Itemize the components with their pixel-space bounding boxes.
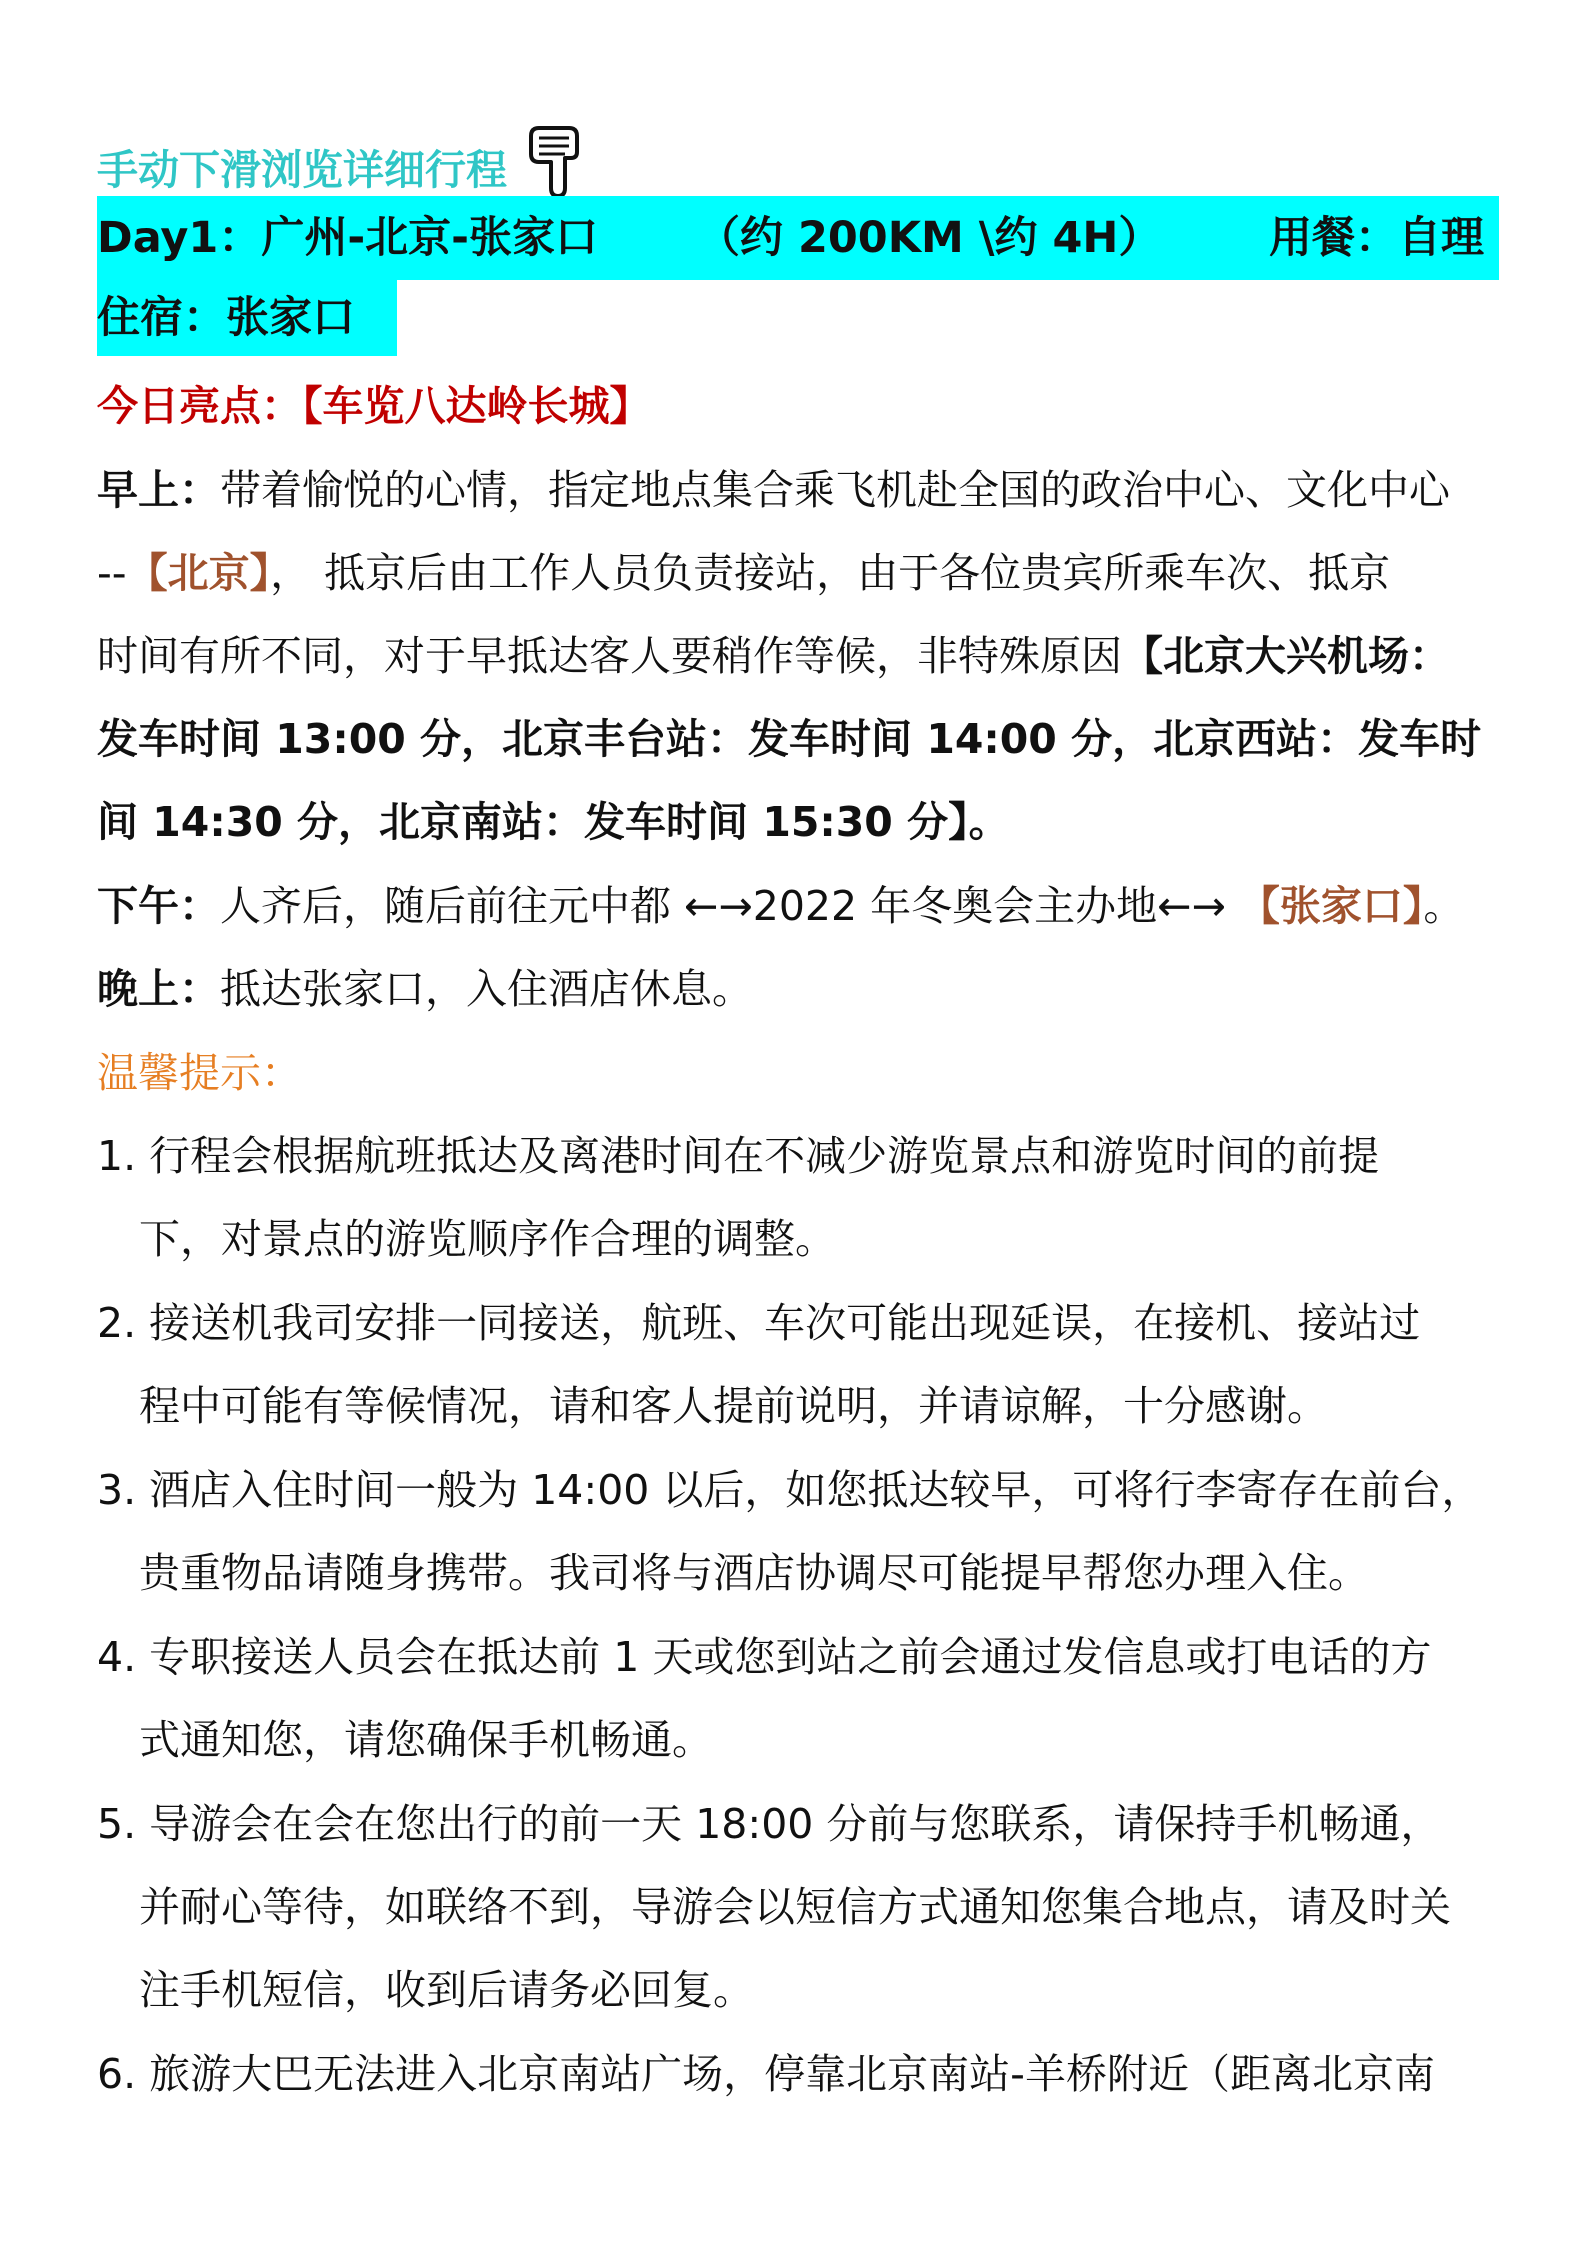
tip-item-6-line-1	[97, 2033, 1435, 2116]
tips-title: 温馨提示：	[97, 1049, 302, 1097]
afternoon-label: 下午：	[97, 882, 220, 930]
day1-header-bar	[97, 196, 1499, 280]
morning-city: 【北京】	[126, 549, 271, 597]
day1-lodging: 住宿：张家口	[97, 280, 397, 356]
tip-text: 行程会根据航班抵达及离港时间在不减少游览景点和游览时间的前提	[149, 1132, 1380, 1180]
morning-line-3	[97, 615, 1450, 698]
evening-label: 晚上：	[97, 965, 220, 1013]
tip-number: 4.	[97, 1633, 137, 1681]
pointing-down-hand-icon	[525, 122, 591, 200]
afternoon-text: 人齐后，随后前往元中都 ←→2022 年冬奥会主办地←→	[220, 882, 1239, 930]
day1-meal: 用餐：自理	[1269, 213, 1484, 263]
morning-text-1: 带着愉悦的心情，指定地点集合乘飞机赴全国的政治中心、文化中心	[220, 466, 1450, 514]
morning-label: 早上：	[97, 466, 220, 514]
tip-item-1-line-2: 下，对景点的游览顺序作合理的调整。	[139, 1215, 836, 1263]
tip-text: 导游会在会在您出行的前一天 18:00 分前与您联系，请保持手机畅通，	[149, 1800, 1442, 1848]
tip-number: 2.	[97, 1299, 137, 1347]
day1-title: Day1：广州-北京-张家口	[97, 213, 599, 263]
tip-text: 酒店入住时间一般为 14:00 以后，如您抵达较早，可将行李寄存在前台，	[149, 1466, 1483, 1514]
morning-text-3: 时间有所不同，对于早抵达客人要稍作等候，非特殊原因	[97, 632, 1122, 680]
tip-text: 接送机我司安排一同接送，航班、车次可能出现延误，在接机、接站过	[149, 1299, 1421, 1347]
morning-line-5: 间 14:30 分，北京南站：发车时间 15:30 分】。	[97, 798, 1010, 846]
highlight-line	[97, 365, 651, 448]
tip-item-5-line-2: 并耐心等待，如联络不到，导游会以短信方式通知您集合地点，请及时关	[139, 1883, 1451, 1931]
morning-line-2	[97, 532, 1390, 615]
tip-number: 6.	[97, 2050, 137, 2098]
day1-distance: （约 200KM \约 4H）	[697, 213, 1162, 263]
tip-number: 3.	[97, 1466, 137, 1514]
tip-item-5-line-3: 注手机短信，收到后请务必回复。	[139, 1966, 754, 2014]
scroll-hint	[97, 110, 591, 200]
morning-line-4: 发车时间 13:00 分，北京丰台站：发车时间 14:00 分，北京西站：发车时	[97, 715, 1482, 763]
morning-line-1	[97, 449, 1450, 532]
morning-text-2: ， 抵京后由工作人员负责接站，由于各位贵宾所乘车次、抵京	[270, 549, 1391, 597]
evening-line	[97, 948, 753, 1031]
tip-text: 旅游大巴无法进入北京南站广场，停靠北京南站-羊桥附近（距离北京南	[149, 2050, 1435, 2098]
tip-item-5-line-1	[97, 1783, 1441, 1866]
highlight-value: 【车览八达岭长城】	[302, 382, 651, 430]
tip-item-4-line-2: 式通知您，请您确保手机畅通。	[139, 1716, 713, 1764]
scroll-hint-text: 手动下滑浏览详细行程	[97, 146, 507, 194]
tip-item-2-line-1	[97, 1282, 1420, 1365]
tip-item-1-line-1	[97, 1115, 1379, 1198]
afternoon-end: 。	[1423, 882, 1465, 930]
evening-text: 抵达张家口，入住酒店休息。	[220, 965, 753, 1013]
highlight-label: 今日亮点：	[97, 382, 302, 430]
tip-number: 1.	[97, 1132, 137, 1180]
afternoon-city: 【张家口】	[1238, 882, 1424, 930]
afternoon-line	[97, 865, 1464, 948]
tip-item-3-line-2: 贵重物品请随身携带。我司将与酒店协调尽可能提早帮您办理入住。	[139, 1549, 1369, 1597]
tip-number: 5.	[97, 1800, 137, 1848]
tip-text: 专职接送人员会在抵达前 1 天或您到站之前会通过发信息或打电话的方	[149, 1633, 1432, 1681]
morning-departures-start: 【北京大兴机场：	[1122, 632, 1450, 680]
morning-prefix: --	[97, 549, 127, 597]
tip-item-3-line-1	[97, 1449, 1482, 1532]
tip-item-4-line-1	[97, 1616, 1431, 1699]
tip-item-2-line-2: 程中可能有等候情况，请和客人提前说明，并请谅解，十分感谢。	[139, 1382, 1328, 1430]
